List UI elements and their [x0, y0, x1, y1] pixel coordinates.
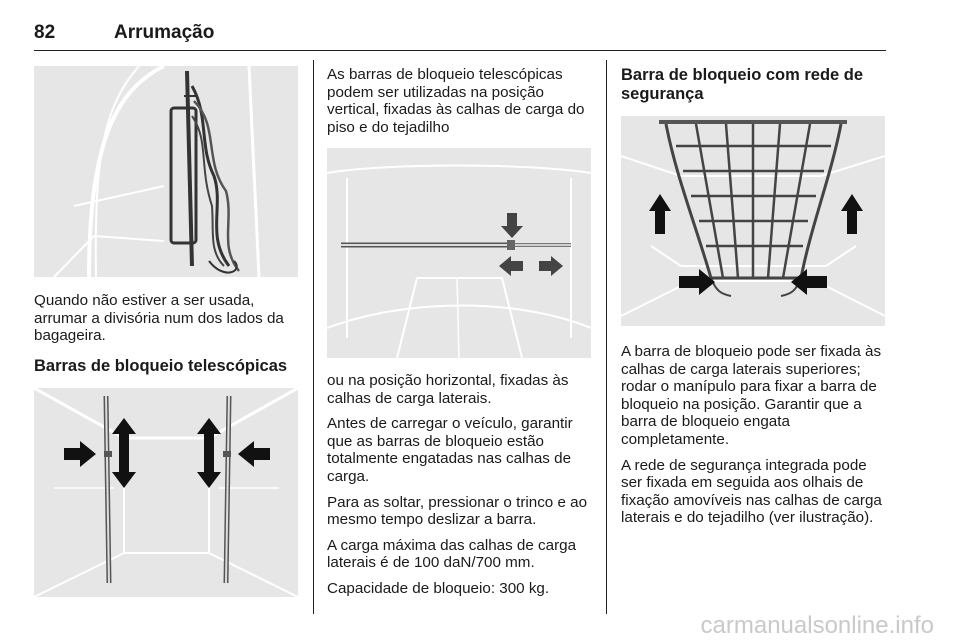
paragraph: As barras de bloqueio telescópicas podem ser utilizadas na posição vertical, fixadas às calhas de carga do piso e do tejadilho: [327, 66, 585, 136]
section-title: Arrumação: [114, 22, 215, 43]
watermark: carmanualsonline.info: [700, 612, 934, 639]
paragraph: Para as soltar, pressionar o trinco e ao mesmo tempo deslizar a barra.: [327, 493, 588, 529]
paragraph: A rede de segurança integrada pode ser fixada em seguida aos olhais de fixação amovíveis nas calhas de carga laterais e do tejadilho (ver ilustração).: [621, 456, 882, 527]
figure-horizontal-bar: [327, 148, 591, 358]
paragraph: ou na posição horizontal, fixadas às calhas de carga laterais.: [327, 372, 569, 407]
paragraph: Capacidade de bloqueio: 300 kg.: [327, 579, 550, 597]
paragraph: Quando não estiver a ser usada, arrumar a divisória num dos lados da bagageira.: [34, 292, 284, 345]
section-heading: Barra de bloqueio com rede de segurança: [621, 66, 864, 103]
header-rule: [34, 50, 886, 51]
column-2-intro: [327, 66, 595, 144]
column-divider-1: [313, 60, 314, 614]
column-3-text: [621, 343, 889, 535]
subheading: Barras de bloqueio telescópicas: [34, 356, 288, 375]
figure-safety-net: [621, 116, 885, 326]
column-2-text: [327, 372, 595, 606]
column-divider-2: [606, 60, 607, 614]
page-number: 82: [34, 22, 56, 43]
figure-vertical-bars: [34, 388, 298, 597]
column-1-text: [34, 292, 304, 384]
paragraph: A barra de bloqueio pode ser fixada às calhas de carga laterais superiores; rodar o manípulo para fixar a barra de bloqueio na posição. Garantir que a barra de bloqueio engata completamente.: [621, 343, 882, 448]
paragraph: A carga máxima das calhas de carga laterais é de 100 daN/700 mm.: [327, 536, 577, 572]
figure-stowed-partition: [34, 66, 298, 277]
paragraph: Antes de carregar o veículo, garantir que as barras de bloqueio estão totalmente engatadas nas calhas de carga.: [327, 415, 573, 485]
